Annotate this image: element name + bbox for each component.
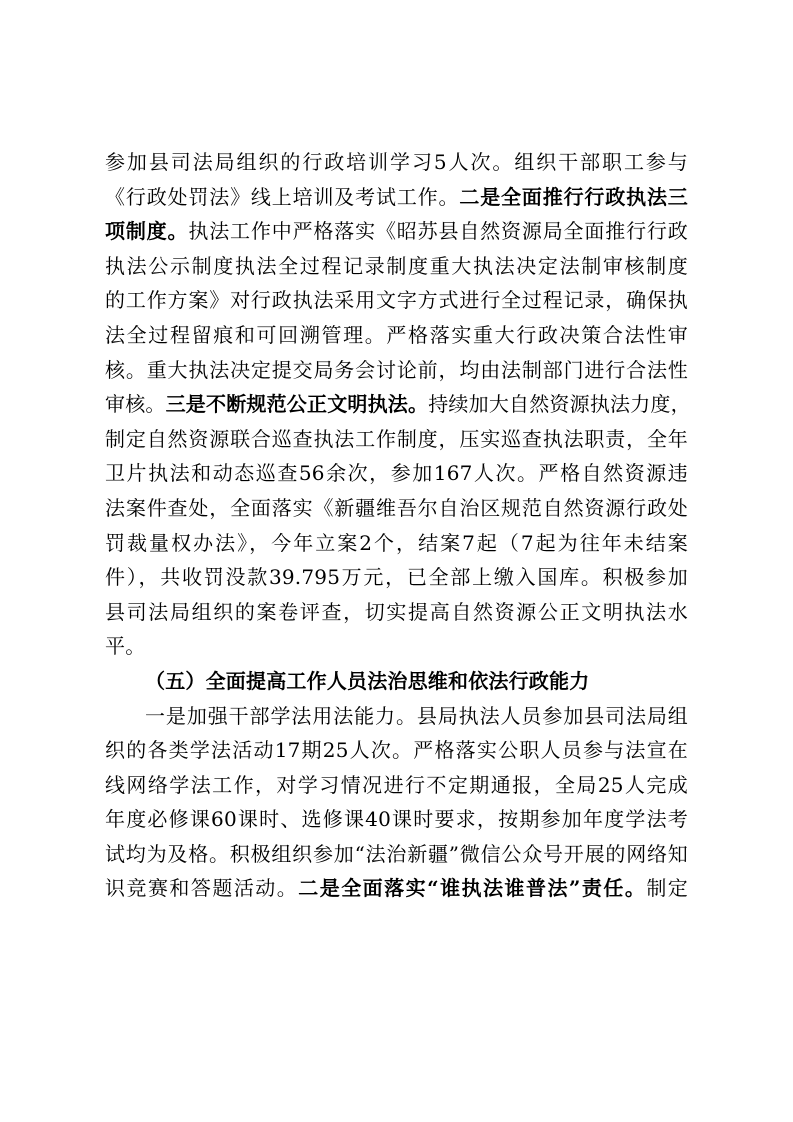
text-line: 县司法局组织的案卷评查，切实提高自然资源公正文明执法水 [105,599,688,624]
text-line: 平。 [105,634,146,659]
text-line: 参加县司法局组织的行政培训学习5人次。组织干部职工参与 [105,150,688,174]
text-line: 识竞赛和答题活动。二是全面落实“谁执法谁普法”责任。制定 [105,876,688,901]
bold-lead: 项制度。 [105,219,189,244]
text-line: 线网络学法工作，对学习情况进行不定期通报，全局25人完成 [105,772,688,797]
text-line: 织的各类学法活动17期25人次。严格落实公职人员参与法宣在 [105,738,688,763]
text-line: 卫片执法和动态巡查56余次，参加167人次。严格自然资源违 [105,461,688,486]
text-line: 法全过程留痕和可回溯管理。严格落实重大行政决策合法性审 [105,322,688,347]
bold-lead: 三是不断规范公正文明执法。 [165,392,429,417]
text-line: 项制度。执法工作中严格落实《昭苏县自然资源局全面推行行政 [105,219,688,244]
text-line: 罚裁量权办法》，今年立案2个，结案7起（7起为往年未结案 [105,530,688,555]
text-line: 制定自然资源联合巡查执法工作制度，压实巡查执法职责，全年 [105,426,688,451]
text-line: 审核。三是不断规范公正文明执法。持续加大自然资源执法力度， [105,392,691,417]
text-line: 件），共收罚没款39.795万元，已全部上缴入国库。积极参加 [105,565,688,590]
body-text [105,145,691,906]
text-line: 法案件查处，全面落实《新疆维吾尔自治区规范自然资源行政处 [105,495,688,520]
text-line: 的工作方案》对行政执法采用文字方式进行全过程记录，确保执 [105,288,688,313]
text-line: 执法公示制度执法全过程记录制度重大执法决定法制审核制度 [105,253,688,278]
text-line: 年度必修课60课时、选修课40课时要求，按期参加年度学法考 [105,807,688,832]
text-line: 核。重大执法决定提交局务会讨论前，均由法制部门进行合法性 [105,357,688,382]
bold-lead: 二是全面落实“谁执法谁普法”责任。 [298,876,647,901]
text-line: 《行政处罚法》线上培训及考试工作。二是全面推行行政执法三 [105,184,689,209]
bold-lead: 二是全面推行行政执法三 [459,184,689,209]
text-line: 试均为及格。积极组织参加“法治新疆”微信公众号开展的网络知 [105,841,688,866]
text-line: 一是加强干部学法用法能力。县局执法人员参加县司法局组 [145,703,688,728]
section-heading: （五）全面提高工作人员法治思维和依法行政能力 [145,668,590,693]
